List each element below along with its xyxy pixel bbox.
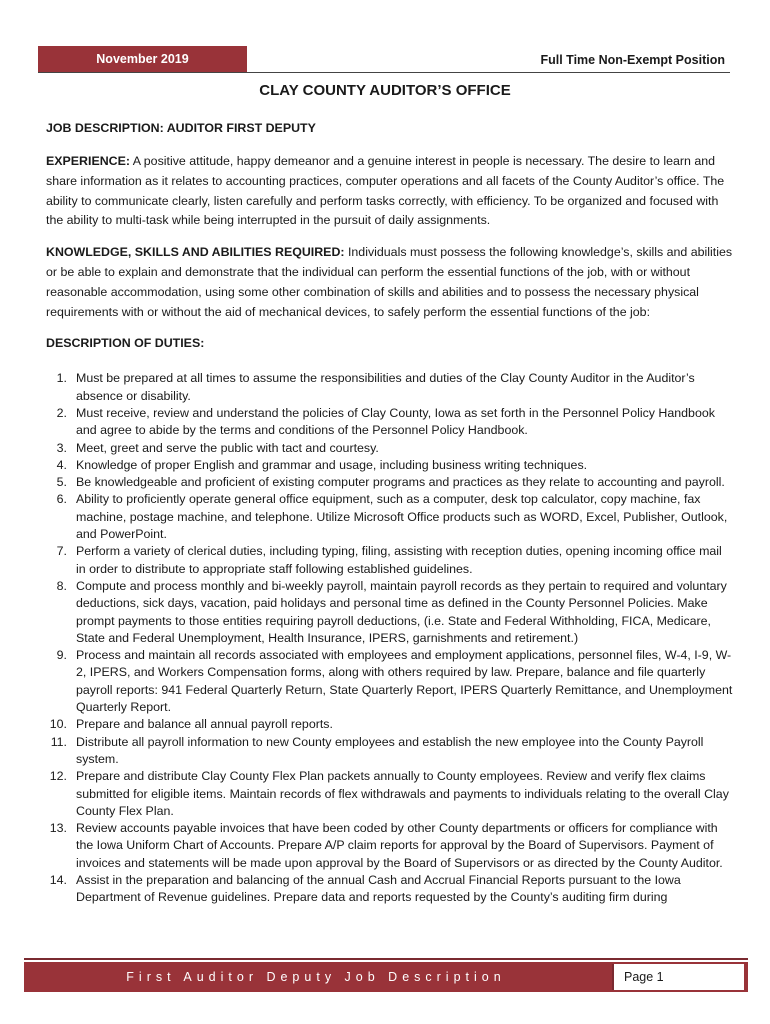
list-item-text: Assist in the preparation and balancing of the annual Cash and Accrual Financial Reports pursuant to the Iowa Department of Revenue guidelines. Prepare data and reports requested by the County’s auditing firm during [76, 872, 681, 905]
list-item-number: 7. [56, 544, 67, 559]
list-item [46, 647, 734, 716]
job-description-line [46, 119, 734, 137]
document-body [46, 119, 734, 907]
header-date-banner: November 2019 [38, 46, 247, 72]
list-item-number: 6. [56, 492, 67, 507]
list-item [46, 716, 734, 733]
list-item [46, 474, 734, 491]
list-item [46, 370, 734, 405]
list-item-text: Ability to proficiently operate general office equipment, such as a computer, desk top calculator, copy machine, fax machine, postage machine, and telephone. Utilize Microsoft Office products such as WORD, Excel, Publisher, Outlook, and PowerPoint. [76, 492, 728, 542]
list-item [46, 491, 734, 543]
list-item-text: Knowledge of proper English and grammar and usage, including business writing techniques. [76, 457, 588, 472]
list-item-number: 3. [56, 440, 67, 455]
list-item-number: 11. [50, 734, 67, 749]
footer-title: First Auditor Deputy Job Description [126, 970, 506, 984]
list-item-number: 13. [49, 821, 67, 836]
list-item-number: 4. [56, 457, 67, 472]
page-title: CLAY COUNTY AUDITOR’S OFFICE [259, 82, 511, 99]
list-item-number: 14. [49, 872, 67, 887]
list-item-text: Be knowledgeable and proficient of existing computer programs and practices as they relate to accounting and payroll. [76, 475, 725, 490]
list-item-text: Process and maintain all records associated with employees and employment applications, personnel files, W-4, I-9, W-2, IPERS, and Workers Compensation forms, along with others required by law. Prepare, balance and file quarterly payroll reports: 941 Federal Quarterly Return, State Quarterly Report, IPERS Quarterly Remittance, and Unemployment Quarterly Report. [76, 648, 733, 715]
list-item-number: 8. [56, 578, 67, 593]
list-item-number: 9. [56, 648, 67, 663]
ksa-label: KNOWLEDGE, SKILLS AND ABILITIES REQUIRED: [46, 245, 345, 260]
list-item [46, 768, 734, 820]
list-item [46, 440, 734, 457]
footer-rule [24, 958, 748, 960]
experience-text: A positive attitude, happy demeanor and a genuine interest in people is necessary. The desire to learn and share information as it relates to accounting practices, computer operations and all facets of the County Auditor’s office. The ability to communicate clearly, listen carefully and perform tasks correctly, with efficiency. To be organized and focused with the ability to multi-task while being interrupted in the pursuit of daily assignments. [46, 154, 725, 228]
list-item-text: Compute and process monthly and bi-weekly payroll, maintain payroll records as they pertain to required and voluntary deductions, sick days, vacation, paid holidays and personal time as defined in the County Personnel Policies. Make prompt payments to those entities requiring payroll deductions, (i.e. State and Federal Withholding, FICA, Medicare, State and Federal Unemployment, Health Insurance, IPERS, garnishments and retirement.) [76, 578, 727, 645]
list-item [46, 872, 734, 907]
position-type: Full Time Non-Exempt Position [540, 53, 725, 67]
list-item-text: Meet, greet and serve the public with tact and courtesy. [76, 440, 379, 455]
list-item-text: Distribute all payroll information to new County employees and establish the new employee into the County Payroll system. [76, 734, 704, 766]
list-item [46, 457, 734, 474]
list-item [46, 734, 734, 769]
header-rule [38, 72, 730, 73]
list-item-text: Must receive, review and understand the policies of Clay County, Iowa as set forth in the Personnel Policy Handbook and agree to abide by the terms and conditions of the Personnel Policy Handbook. [76, 405, 715, 438]
list-item-number: 12. [49, 769, 67, 784]
job-description-label: JOB DESCRIPTION [46, 121, 160, 135]
experience-label: EXPERIENCE: [46, 154, 130, 168]
list-item-text: Must be prepared at all times to assume the responsibilities and duties of the Clay County Auditor in the Auditor’s absence or disability. [76, 371, 695, 403]
list-item-text: Review accounts payable invoices that have been coded by other County departments or officers for compliance with the Iowa Uniform Chart of Accounts. Prepare A/P claim reports for approval by the Board of Supervisors. Payment of invoices and statements will be made upon approval by the Board of Supervisors or as directed by the County Auditor. [76, 821, 723, 870]
list-item-text: Prepare and distribute Clay County Flex Plan packets annually to County employees. Review and verify flex claims submitted for eligible items. Maintain records of flex withdrawals and payments to individuals relating to the overall Clay County Flex Plan. [76, 769, 729, 818]
list-item-number: 1. [56, 371, 67, 386]
experience-paragraph [46, 152, 734, 231]
list-item [46, 405, 734, 440]
job-description-separator: : [159, 121, 167, 135]
list-item-text: Perform a variety of clerical duties, including typing, filing, assisting with reception duties, opening incoming office mail in order to distribute to appropriate staff following established guidelines. [76, 544, 722, 576]
list-item-number: 5. [56, 475, 67, 490]
page-number: Page 1 [612, 964, 744, 990]
list-item [46, 578, 734, 647]
duties-heading: DESCRIPTION OF DUTIES: [46, 336, 205, 351]
list-item-number: 10. [49, 717, 67, 732]
list-item-number: 2. [56, 405, 67, 420]
ksa-text: Individuals must possess the following knowledge’s, skills and abilities or be able to explain and demonstrate that the individual can perform the essential functions of the job, with or without reasonable accommodation, using some other combination of skills and abilities and to possess the necessary physical requirements with or without the aid of mechanical devices, to safely perform the essential functions of the job: [46, 245, 733, 319]
job-description-value: AUDITOR FIRST DEPUTY [166, 121, 316, 135]
list-item-text: Prepare and balance all annual payroll reports. [76, 717, 333, 732]
list-item [46, 543, 734, 578]
ksa-paragraph [46, 243, 734, 322]
duties-list [46, 370, 734, 906]
list-item [46, 820, 734, 872]
